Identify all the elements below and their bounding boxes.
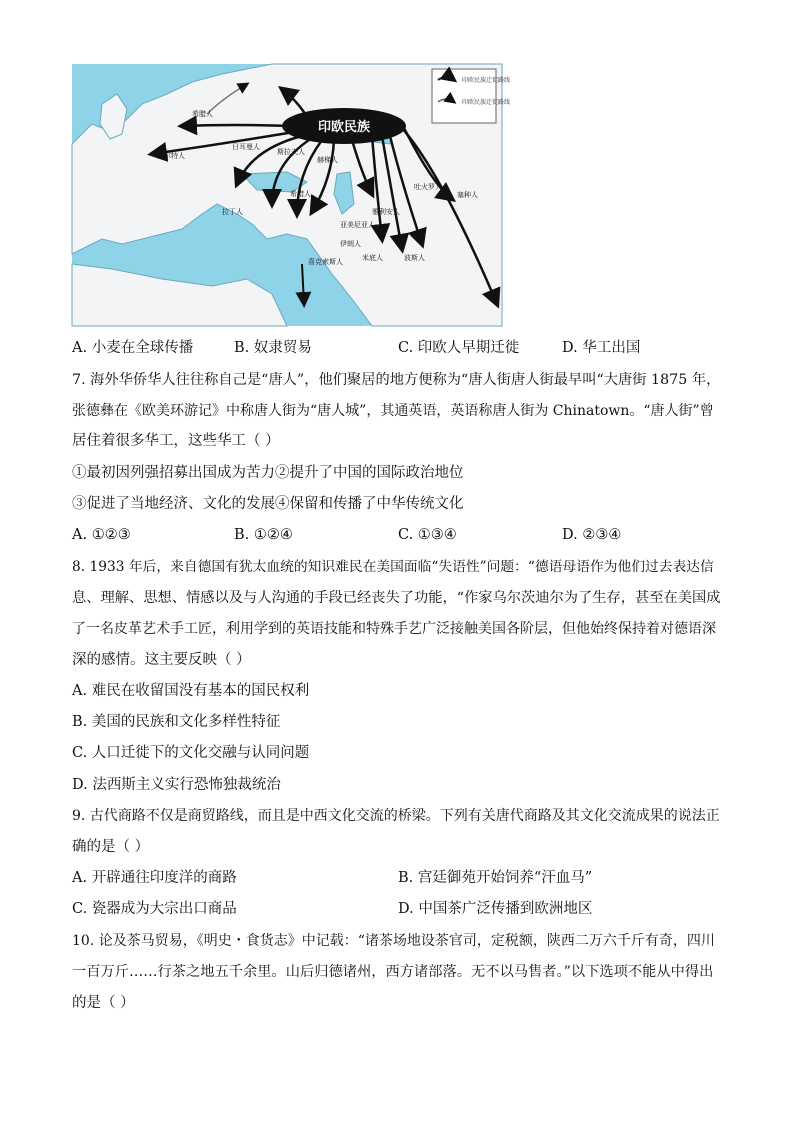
q6-option-d[interactable]: D. 华工出国 — [562, 340, 641, 356]
label-celts: 克尔特人 — [157, 152, 185, 160]
q9-option-c[interactable]: C. 瓷器成为大宗出口商品 — [72, 901, 237, 917]
q7-statement-1: ①最初因列强招募出国成为苦力②提升了中国的国际政治地位 — [72, 465, 464, 481]
q7-options — [72, 525, 722, 545]
q10-stem-line-3: 的是（ ） — [72, 995, 135, 1011]
q8-stem-line-1: 8. 1933 年后，来自德国有犹太血统的知识难民在美国面临“失语性”问题：“德语母语作为他们过去表达信 — [72, 559, 714, 575]
q9-options-row-1 — [72, 868, 722, 888]
label-tocharians: 吐火罗人 — [414, 183, 442, 191]
q9-option-b[interactable]: B. 宫廷御苑开始饲养“汗血马” — [398, 870, 593, 886]
migration-map — [72, 64, 511, 326]
q7-option-d[interactable]: D. ②③④ — [562, 527, 622, 543]
q8-stem-line-3: 了一名皮革艺术手工匠，利用学到的英语技能和特殊手艺广泛接触美国各阶层，但他始终保持着对德语深 — [72, 621, 716, 637]
legend-label-2: 印欧民族迁徙路线 — [462, 99, 511, 106]
label-armenians: 亚美尼亚人 — [340, 221, 375, 229]
q10-stem-line-2: 一百万斤……行茶之地五千余里。山后归德诸州，西方诸部落。无不以马售者。”以下选项不能从中得出 — [72, 964, 714, 980]
label-iranians: 伊朗人 — [340, 240, 361, 248]
q8-option-c[interactable]: C. 人口迁徙下的文化交融与认同问题 — [72, 745, 310, 761]
q9-option-d[interactable]: D. 中国茶广泛传播到欧洲地区 — [398, 901, 593, 917]
q6-options — [72, 338, 722, 358]
q7-stem-line-2: 张德彝在《欧美环游记》中称唐人街为“唐人城”，其通英语，英语称唐人街为 Chinatown。“唐人街”曾 — [72, 403, 714, 419]
q7-stem-line-3: 居住着很多华工，这些华工（ ） — [72, 433, 280, 449]
q9-stem-line-2: 确的是（ ） — [72, 839, 150, 855]
q9-options-row-2 — [72, 899, 722, 919]
migration-map-figure — [72, 64, 511, 326]
label-latins: 拉丁人 — [222, 208, 243, 216]
label-persians: 波斯人 — [404, 254, 425, 262]
q10-stem-line-1: 10. 论及茶马贸易，《明史・食货志》中记载：“诸茶场地设茶官司，定税额，陕西二万六千斤有奇，四川 — [72, 933, 715, 949]
label-slavs: 斯拉夫人 — [277, 148, 305, 156]
arrow-celts — [182, 125, 292, 126]
q8-option-a[interactable]: A. 难民在收留国没有基本的国民权利 — [72, 683, 310, 699]
q7-option-a[interactable]: A. ①②③ — [72, 527, 131, 543]
q8-stem-line-2: 息、理解、思想、情感以及与人沟通的手段已经丧失了功能，“作家乌尔茨迪尔为了生存，甚至在美国成 — [72, 590, 721, 606]
q6-option-c[interactable]: C. 印欧人早期迁徙 — [398, 340, 520, 356]
q9-stem-line-1: 9. 古代商路不仅是商贸路线，而且是中西文化交流的桥梁。下列有关唐代商路及其文化交流成果的说法正 — [72, 808, 720, 824]
label-hittites-top: 赫梯人 — [317, 156, 338, 164]
label-medes: 米底人 — [362, 254, 383, 262]
q8-option-d[interactable]: D. 法西斯主义实行恐怖独裁统治 — [72, 777, 281, 793]
q6-option-b[interactable]: B. 奴隶贸易 — [234, 340, 312, 356]
label-germanic: 日耳曼人 — [232, 143, 260, 151]
q7-statement-2: ③促进了当地经济、文化的发展④保留和传播了中华传统文化 — [72, 496, 464, 512]
label-greeks-north: 希腊人 — [192, 110, 213, 118]
label-hyksos: 喜克索斯人 — [308, 258, 343, 266]
q7-option-b[interactable]: B. ①②④ — [234, 527, 293, 543]
q7-option-c[interactable]: C. ①③④ — [398, 527, 457, 543]
q9-option-a[interactable]: A. 开辟通往印度洋的商路 — [72, 870, 237, 886]
q7-stem-line-1: 7. 海外华侨华人往往称自己是“唐人”，他们聚居的地方便称为“唐人街唐人街最早叫“大唐街 1875 年， — [72, 372, 721, 388]
q8-option-b[interactable]: B. 美国的民族和文化多样性特征 — [72, 714, 281, 730]
label-hellenes: 希腊人 — [290, 190, 311, 198]
label-saka: 塞种人 — [457, 191, 478, 199]
label-aryans: 雅利安人 — [372, 208, 400, 216]
center-label: 印欧民族 — [317, 120, 371, 135]
q8-stem-line-4: 深的感情。这主要反映（ ） — [72, 652, 251, 668]
q6-option-a[interactable]: A. 小麦在全球传播 — [72, 340, 194, 356]
legend-label-1: 印欧民族迁徙路线 — [462, 77, 511, 84]
